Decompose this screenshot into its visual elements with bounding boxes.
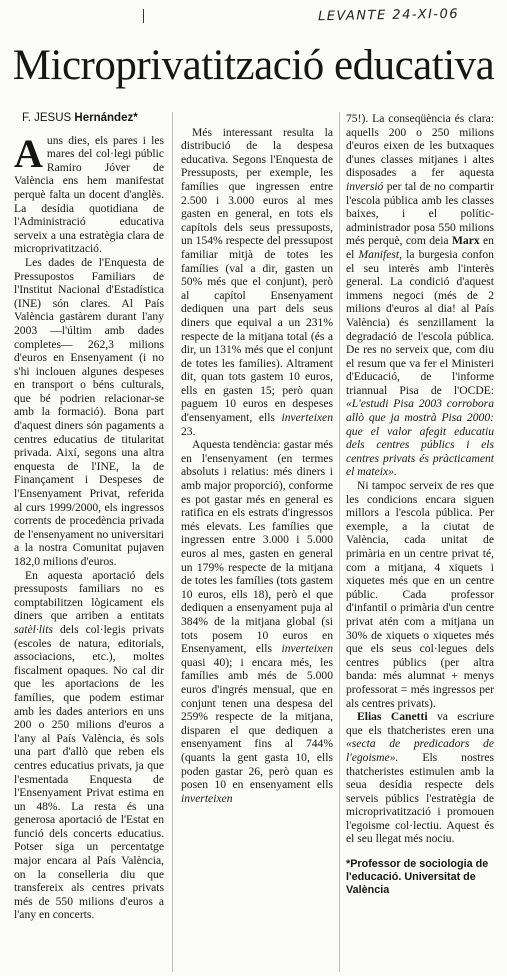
margin-mark	[143, 9, 144, 23]
column-divider	[172, 112, 173, 972]
paragraph: Més interessant resulta la distribució de la despesa educativa. Segons l'Enquesta de Pressuposts, per exemple, les famílies que ingressen entre 2.500 i 3.000 euros al mes gasten en general, en tots els capítols dels seus pressuposts, un 154% respecte del pressupost familiar mitjà de totes les famílies (val a dir, gasten un 50% més que el conjunt), però al capítol Ensenyament dediquen una part dels seus diners que equival a un 231% respecte de la mitjana total (és a dir, un 131% més que el conjunt de totes les famílies). Altrament dit, quan tots gastem 10 euros, ells en gasten 15; però quan paguem 10 euros en despeses d'ensenyament, ells inverteixen 23.	[181, 125, 333, 438]
column-3	[346, 112, 494, 972]
column-1	[14, 112, 164, 972]
paragraph: Ni tampoc serveix de res que les condicions encara siguen millors a l'escola pública. Per exemple, a la ciutat de València, cada unitat de primària en un centre privat té, com a mitjana, 4 xiquets i xiquetes més que en un centre públic. Cada professor d'infantil o primària d'un centre privat atén com a mitjana un 30% de xiquets o xiquetes més que els seus col·legues dels centres públics (per altra banda: més alumnat + menys professorat = més ingressos per als centres privats).	[346, 479, 494, 710]
paragraph: En aquesta aportació dels pressuposts familiars no es comptabilitzen lògicament els diners que arriben a entitats satèl·lits dels col·legis privats (escoles de natura, editorials, associacions, etc.), moltes fiscalment opaques. No cal dir que les aportacions de les famílies, que podem estimar amb les dades anteriors en uns 200 o 250 milions d'euros a l'any al País València, és sols una part d'allò que reben els centres educatius privats, ja que l'esmentada Enquesta de l'Ensenyament Privat estima en un 48%. La resta és una generosa aportació de l'Estat en funció dels concerts educatius. Potser siga un percentatge major encara al País València, on la conselleria diu que transfereix als centres privats més de 550 milions d'euros a l'any en concerts.	[14, 568, 164, 922]
byline	[22, 112, 164, 126]
paragraph: Aquesta tendència: gastar més en l'ensenyament (en termes absoluts i relatius: més diners i amb major proporció), conforme es pot gastar més en general es ratifica en els estrats d'ingressos més elevats. Les famílies que ingressen entre 3.000 i 5.000 euros al mes, gasten en general un 179% respecte de la mitjana de totes les famílies (tots gastem 10 euros, ells 18), però el que dediquen a ensenyament puja al 384% de la mitjana global (si tots posem 10 euros en Ensenyament, ells inverteixen quasi 40); i encara més, les famílies amb més de 5.000 euros d'ingrés mensual, que en conjunt tenen una despesa del 259% respecte de la mitjana, disparen el que dediquen a ensenyament fins al 744% (quants la gent gasta 10, ells poden gastar 26, però quan es posen 10 en ensenyament ells inverteixen	[181, 438, 333, 805]
paragraph: Auns dies, els pares i les mares del col·legi públic Ramiro Jóver de València ens hem manifestat perquè falta un docent d'anglès. La desídia quotidiana de l'Administració educativa serveix a una estratègia clara de microprivatització.	[14, 130, 164, 256]
column-divider	[339, 112, 340, 972]
paragraph: Elias Canetti va escriure que els thatcheristes eren una «secta de predicadors de l'egoisme». Els nostres thatcheristes estimulen amb la seua desídia respecte dels serveis públics l'estratègia de microprivatització i promouen l'egoisme col·lectiu. Aquest és el seu llegat més nociu.	[346, 710, 494, 846]
paragraph: 75!). La conseqüència és clara: aquells 200 o 250 milions d'euros eixen de les butxaques d'unes classes mitjanes i altes disposades a fer aquesta inversió per tal de no compartir l'escola pública amb les classes baixes, i el polític-administrador posa 550 milions més perquè, com deia Marx en el Manifest, la burgesia confon el seu interès amb l'interès general. La condició d'aquest immens negoci (més de 2 milions d'euros al dia! al País València) és senzillament la degradació de l'escola pública. De res no serveix que, com diu el resum que va fer el Ministeri d'Educació, de l'informe triannual Pisa de l'OCDE: «L'estudi Pisa 2003 corrobora allò que ja mostrà Pisa 2000: que el valor afegit educatiu dels centres públics i els centres privats és pràcticament el mateix».	[346, 112, 494, 479]
column-2-content	[181, 112, 333, 972]
author-footnote: *Professor de sociologia de l'educació. Universitat de València	[346, 858, 489, 897]
newspaper-date-stamp: LEVANTE 24-XI-06	[317, 6, 460, 25]
author-first-name: F. JESÚS	[22, 112, 72, 124]
author-surname: Hernández*	[74, 112, 138, 124]
article-title: Microprivatització educativa	[12, 42, 495, 89]
paragraph	[181, 112, 333, 126]
paragraph: Les dades de l'Enquesta de Pressupostos Familiars de l'Institut Nacional d'Estadística (INE) són clares. Al País València gastàrem durant l'any 2003 —l'últim amb dades completes— 262,3 milions d'euros en Ensenyament (i no s'hi inclouen algunes despeses en transport o béns culturals, que bé podrien relacionar-se amb la formació). Bona part d'aquest diners són pagaments a centres educatius de titularitat privada. Així, segons una altra enquesta de l'INE, la de Finançament i Despeses de l'Ensenyament Privat, referida al curs 1999/2000, els ingressos corrents de procedència privada de l'ensenyament no universitari a la nostra Comunitat pujaven 182,0 milions d'euros.	[14, 255, 164, 568]
drop-cap: A	[14, 130, 43, 176]
